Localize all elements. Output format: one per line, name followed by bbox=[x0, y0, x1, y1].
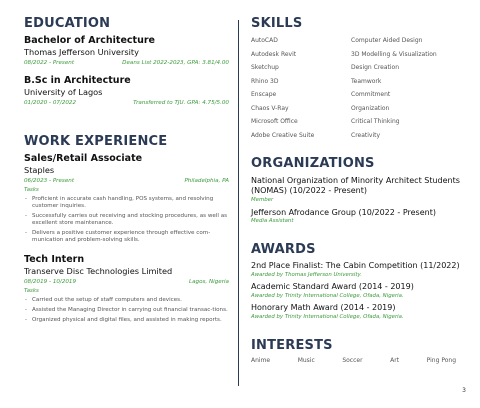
education-dates: 08/2022 - Present bbox=[24, 60, 75, 66]
award-issuer: Awarded by Trinity International College, Ofada, Nigeria. bbox=[251, 292, 404, 299]
task-item: - Assisted the Managing Director in carrying out financial transac-tions. bbox=[24, 307, 229, 314]
organization-role: Media Assistant bbox=[251, 217, 294, 224]
education-note: Deans List 2022-2023, GPA: 3.81/4.00 bbox=[122, 60, 229, 66]
task-list bbox=[24, 297, 229, 324]
job-location: Lagos, Nigeria bbox=[188, 279, 229, 285]
skill-item: Critical Thinking bbox=[351, 118, 400, 125]
job-entry bbox=[24, 254, 229, 324]
job-meta bbox=[24, 178, 229, 184]
job-dates: 08/2019 - 10/2019 bbox=[24, 279, 77, 285]
skill-item: Adobe Creative Suite bbox=[251, 131, 315, 139]
awards-heading: AWARDS bbox=[251, 241, 316, 257]
company-name: Staples bbox=[24, 165, 55, 175]
award-title: Academic Standard Award (2014 - 2019) bbox=[251, 281, 414, 291]
education-meta bbox=[24, 100, 229, 106]
degree-title: B.Sc in Architecture bbox=[24, 75, 131, 86]
award-issuer: Awarded by Thomas Jefferson University. bbox=[251, 271, 362, 278]
task-item: - Proficient in accurate cash handling, POS systems, and resolving customer inquiries. bbox=[24, 196, 229, 210]
job-meta bbox=[24, 279, 229, 285]
education-dates: 01/2020 - 07/2022 bbox=[24, 100, 77, 106]
job-location: Philadelphia, PA bbox=[184, 178, 229, 184]
school-name: Thomas Jefferson University bbox=[24, 47, 139, 57]
award-issuer: Awarded by Trinity International College, Ofada, Nigeria. bbox=[251, 313, 404, 320]
skill-item: Autodesk Revit bbox=[251, 50, 297, 58]
school-name: University of Lagos bbox=[24, 87, 103, 97]
right-column bbox=[251, 16, 463, 364]
task-item: - Organized physical and digital files, and assisted in making reports. bbox=[24, 317, 229, 324]
skill-item: Commitment bbox=[351, 91, 391, 98]
company-name: Transerve Disc Technologies Limited bbox=[24, 266, 173, 276]
left-column bbox=[24, 16, 229, 327]
task-list bbox=[24, 196, 229, 244]
tasks-label: Tasks bbox=[24, 187, 39, 193]
skill-item: Sketchup bbox=[251, 64, 279, 71]
skill-item: Teamwork bbox=[351, 77, 382, 85]
task-item: - Carried out the setup of staff computers and devices. bbox=[24, 297, 229, 304]
interest-item: Art bbox=[390, 356, 400, 364]
skill-item: Computer Aided Design bbox=[351, 37, 423, 44]
award-item bbox=[251, 282, 463, 299]
skill-item: 3D Modelling & Visualization bbox=[351, 50, 437, 58]
award-item bbox=[251, 303, 463, 320]
organization-name: National Organization of Minority Architect Students (NOMAS) (10/2022 - Present) bbox=[251, 175, 460, 195]
skill-item: Chaos V-Ray bbox=[251, 104, 289, 112]
education-meta bbox=[24, 60, 229, 66]
work-heading: WORK EXPERIENCE bbox=[24, 134, 168, 149]
job-title: Sales/Retail Associate bbox=[24, 153, 143, 164]
education-item bbox=[24, 35, 229, 66]
degree-title: Bachelor of Architecture bbox=[24, 35, 155, 46]
organization-role: Member bbox=[251, 196, 274, 203]
interest-item: Anime bbox=[251, 356, 271, 364]
education-item bbox=[24, 75, 229, 106]
skill-item: Creativity bbox=[351, 131, 381, 139]
skill-item: Microsoft Office bbox=[251, 118, 298, 125]
organization-item bbox=[251, 176, 463, 203]
organization-name: Jefferson Afrodance Group (10/2022 - Present) bbox=[251, 207, 436, 217]
education-heading: EDUCATION bbox=[24, 16, 111, 31]
skill-item: AutoCAD bbox=[251, 37, 278, 44]
award-title: Honorary Math Award (2014 - 2019) bbox=[251, 302, 396, 312]
column-divider bbox=[238, 20, 239, 386]
skills-heading: SKILLS bbox=[251, 16, 303, 31]
skill-item: Design Creation bbox=[351, 64, 400, 71]
task-item: - Successfully carries out receiving and stocking procedures, as well as excellent store maintenance. bbox=[24, 213, 229, 227]
award-title: 2nd Place Finalist: The Cabin Competition (11/2022) bbox=[251, 260, 460, 270]
job-dates: 06/2023 - Present bbox=[24, 178, 75, 184]
award-item bbox=[251, 261, 463, 278]
skill-item: Enscape bbox=[251, 91, 277, 98]
skills-grid bbox=[251, 37, 463, 139]
task-item: - Delivers a positive customer experience through effective com-munication and problem-solving skills. bbox=[24, 230, 229, 244]
skill-item: Organization bbox=[351, 104, 390, 112]
organizations-heading: ORGANIZATIONS bbox=[251, 155, 375, 171]
interests-list bbox=[251, 357, 456, 364]
tasks-label: Tasks bbox=[24, 288, 39, 294]
skill-item: Rhino 3D bbox=[251, 77, 279, 85]
interest-item: Ping Pong bbox=[426, 356, 456, 364]
page-number: 3 bbox=[462, 387, 466, 394]
education-note: Transferred to TJU. GPA: 4.75/5.00 bbox=[133, 100, 229, 106]
organization-item bbox=[251, 208, 463, 224]
job-title: Tech Intern bbox=[24, 254, 85, 265]
interests-heading: INTERESTS bbox=[251, 337, 333, 353]
interest-item: Soccer bbox=[342, 356, 363, 364]
interest-item: Music bbox=[297, 356, 315, 364]
job-entry bbox=[24, 153, 229, 244]
